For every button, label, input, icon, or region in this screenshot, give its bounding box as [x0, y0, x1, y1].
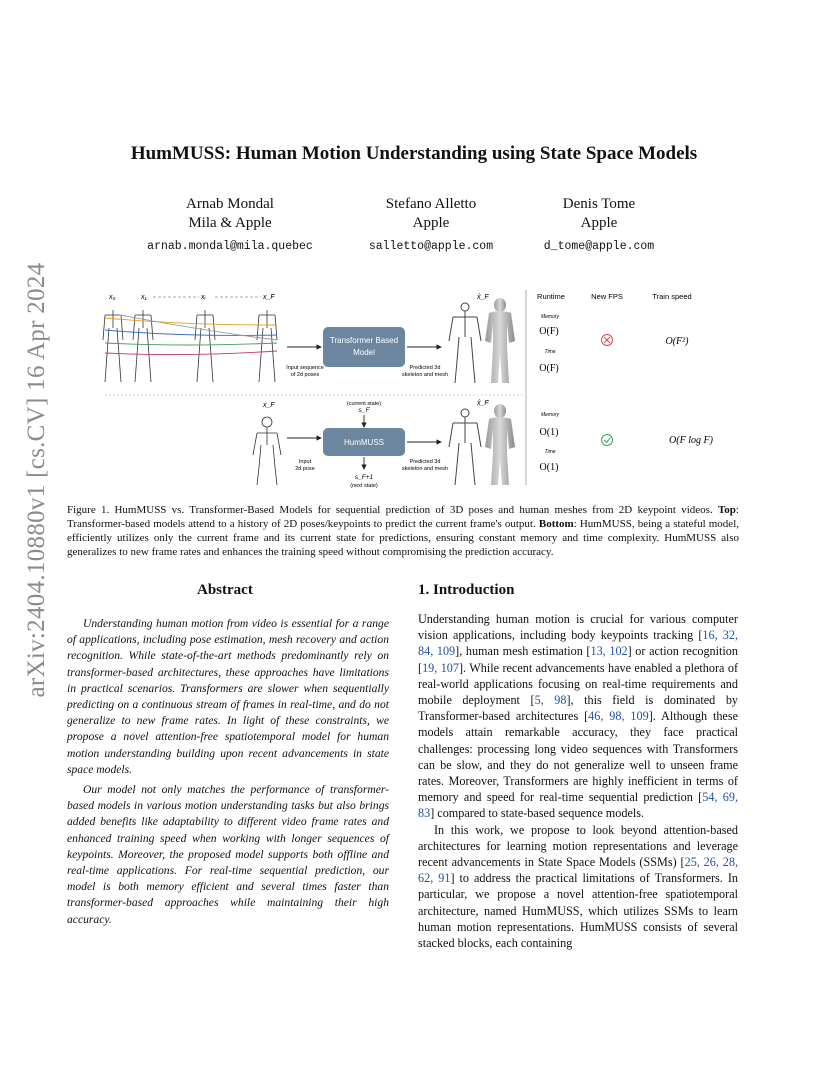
intro-paragraph-1: Understanding human motion is crucial for various computer vision applications, including body keypoints tracking [16, 32, 84, 109], human mesh estimation [13, 102] or action recognition [19, 107]. While recent advancements have enabled a plethora of real-world applications focusing on real-time requirements and mobile deployment [5, 98], this field is dominated by Transformer-based architectures [46, 98, 109]. Although these models attain remarkable accuracy, they face practical challenges: processing long video sequences with Transformers can be slow, and they do not generalize well to unseen frame rates. Moreover, Transformers are highly inefficient in terms of memory and speed for real-time sequential prediction [54, 69, 83] compared to state-based sequence models.: [418, 612, 739, 821]
x1-label: x₁: [141, 294, 147, 301]
author-email[interactable]: salletto@apple.com: [368, 240, 494, 253]
citation-link[interactable]: 13, 102: [590, 644, 628, 659]
bottom-memory: O(1): [539, 427, 559, 438]
top-train-speed: O(F²): [665, 336, 689, 347]
pred-label-b2: skeleton and mesh: [401, 466, 449, 472]
col-fps: New FPS: [591, 292, 623, 301]
caption-text-1: HumMUSS vs. Transformer-Based Models for sequential prediction of 3D poses and human meshes from 2D keypoint videos.: [109, 504, 713, 516]
abstract-heading: Abstract: [197, 582, 253, 598]
check-circle-icon: [602, 435, 613, 446]
xf-label-top: x_F: [263, 294, 275, 301]
author-affiliation: Apple: [580, 215, 618, 231]
author-affiliation: Apple: [412, 215, 450, 231]
next-state-symbol: s_F+1: [354, 474, 374, 481]
next-state-label: (next state): [350, 483, 378, 489]
citation-link[interactable]: 25, 26, 28, 62, 91: [418, 855, 739, 886]
transformer-model-line1: Transformer Based: [329, 336, 399, 345]
author-name: Denis Tome: [562, 196, 636, 212]
caption-text-3: : HumMUSS, being a stateful model, efficiently utilizes only the current frame and its current state for predictions, ensuring constant memory and time complexity. HumMUSS also generalizes to new frame rates and enhances the training speed without compromising the prediction accuracy.: [67, 518, 739, 558]
top-time: O(F): [539, 363, 559, 374]
memory-label-bottom: Memory: [540, 412, 560, 418]
attention-lines: [105, 315, 277, 355]
predicted-skeleton-bottom: [449, 409, 481, 485]
transformer-model-box: [323, 327, 405, 367]
xhat-label-top: x̂_F: [477, 294, 489, 301]
caption-top-bold: Top: [717, 504, 736, 516]
predicted-skeleton-top: [449, 303, 481, 383]
citation-link[interactable]: 19, 107: [422, 660, 459, 675]
caption-label: Figure 1.: [67, 504, 110, 516]
bottom-train-speed: O(F log F): [669, 435, 713, 446]
time-label-top: Time: [544, 349, 556, 355]
input-pose-sequence: [103, 310, 277, 382]
caption-text-2: : Transformer-based models attend to a history of 2D poses/keypoints to predict the current frame's output.: [67, 504, 739, 530]
xhat-label-bottom: x̂_F: [477, 400, 489, 407]
col-runtime: Runtime: [537, 292, 565, 301]
intro-body: [418, 611, 738, 951]
input-pose-label-1: Input: [298, 459, 312, 465]
input-pose-current: [253, 417, 281, 485]
pred-label-1: Predicted 3d: [409, 365, 441, 371]
author-email[interactable]: d_tome@apple.com: [543, 240, 655, 253]
caption-bottom-bold: Bottom: [538, 518, 574, 530]
input-seq-label-2: of 2d poses: [290, 372, 320, 378]
citation-link[interactable]: 46, 98, 109: [588, 709, 649, 724]
figure-1: [95, 285, 735, 493]
abstract-body: [67, 616, 389, 928]
col-speed: Train speed: [652, 292, 692, 301]
time-label-bottom: Time: [544, 449, 556, 455]
author-name: Stefano Alletto: [385, 196, 477, 212]
current-state-label: (current state): [346, 401, 382, 407]
author-email[interactable]: arnab.mondal@mila.quebec: [147, 240, 313, 253]
top-memory: O(F): [539, 326, 559, 337]
bottom-time: O(1): [539, 462, 559, 473]
abstract-paragraph-1: Understanding human motion from video is essential for a range of applications, including pose estimation, mesh recovery and action recognition. While state-of-the-art methods predominantly rely on transformer-based architectures, these approaches have limitations in practical scenarios. Transformers are slower when sequentially predicting on a continuous stream of frames in real-time, and do not generalize to new frame rates. In light of these constraints, we propose a novel attention-free spatiotemporal model for human motion understanding building upon recent advancements in state space models.: [67, 617, 389, 776]
xi-label: xᵢ: [201, 294, 206, 301]
intro-heading: 1. Introduction: [418, 582, 515, 598]
citation-link[interactable]: 16, 32, 84, 109: [418, 628, 739, 659]
author-affiliation: Mila & Apple: [188, 215, 272, 231]
xf-label-bottom: x_F: [263, 402, 275, 409]
citation-link[interactable]: 54, 69, 83: [418, 790, 738, 821]
hummuss-model-label: HumMUSS: [343, 438, 385, 447]
cross-circle-icon: [602, 335, 613, 346]
author-block-1: [120, 195, 340, 256]
abstract-paragraph-2: Our model not only matches the performance of transformer-based models in various motion understanding tasks but also brings added benefits like adaptability to different video frame rates and enhanced training speed when working with longer sequences of keypoints. Moreover, the proposed model supports both offline and real-time applications. For real-time sequential prediction, our model is both memory efficient and several times faster than transformer-based approaches while maintaining their high accuracy.: [67, 783, 389, 926]
citation-link[interactable]: 5, 98: [534, 693, 567, 708]
memory-label-top: Memory: [540, 314, 560, 320]
input-pose-label-2: 2d pose: [295, 466, 315, 472]
human-mesh-bottom: [485, 404, 515, 485]
author-name: Arnab Mondal: [186, 196, 274, 212]
x0-label: x₀: [109, 294, 116, 301]
pred-label-2: skeleton and mesh: [401, 372, 449, 378]
input-seq-label-1: Input sequence: [286, 365, 324, 371]
figure-caption: [67, 503, 739, 559]
arxiv-id: arXiv:2404.10880v1 [cs.CV] 16 Apr 2024: [23, 262, 50, 698]
arxiv-sidebar-stamp: [22, 262, 52, 698]
transformer-model-line2: Model: [353, 348, 375, 357]
human-mesh-top: [485, 298, 515, 383]
intro-paragraph-2: In this work, we propose to look beyond attention-based architectures for learning motion representations and leverage recent advancements in State Space Models (SSMs) [25, 26, 28, 62, 91] to address the practical limitations of Transformers. In particular, we propose a novel attention-free spatiotemporal architecture, named HumMUSS, which utilizes SSMs to learn human motion representations. HumMUSS consists of several stacked blocks, each containing: [418, 822, 739, 951]
state-symbol: s_F: [358, 407, 370, 414]
author-block-3: [489, 195, 709, 256]
pred-label-b1: Predicted 3d: [409, 459, 441, 465]
paper-title: HumMUSS: Human Motion Understanding using State Space Models: [130, 143, 698, 164]
